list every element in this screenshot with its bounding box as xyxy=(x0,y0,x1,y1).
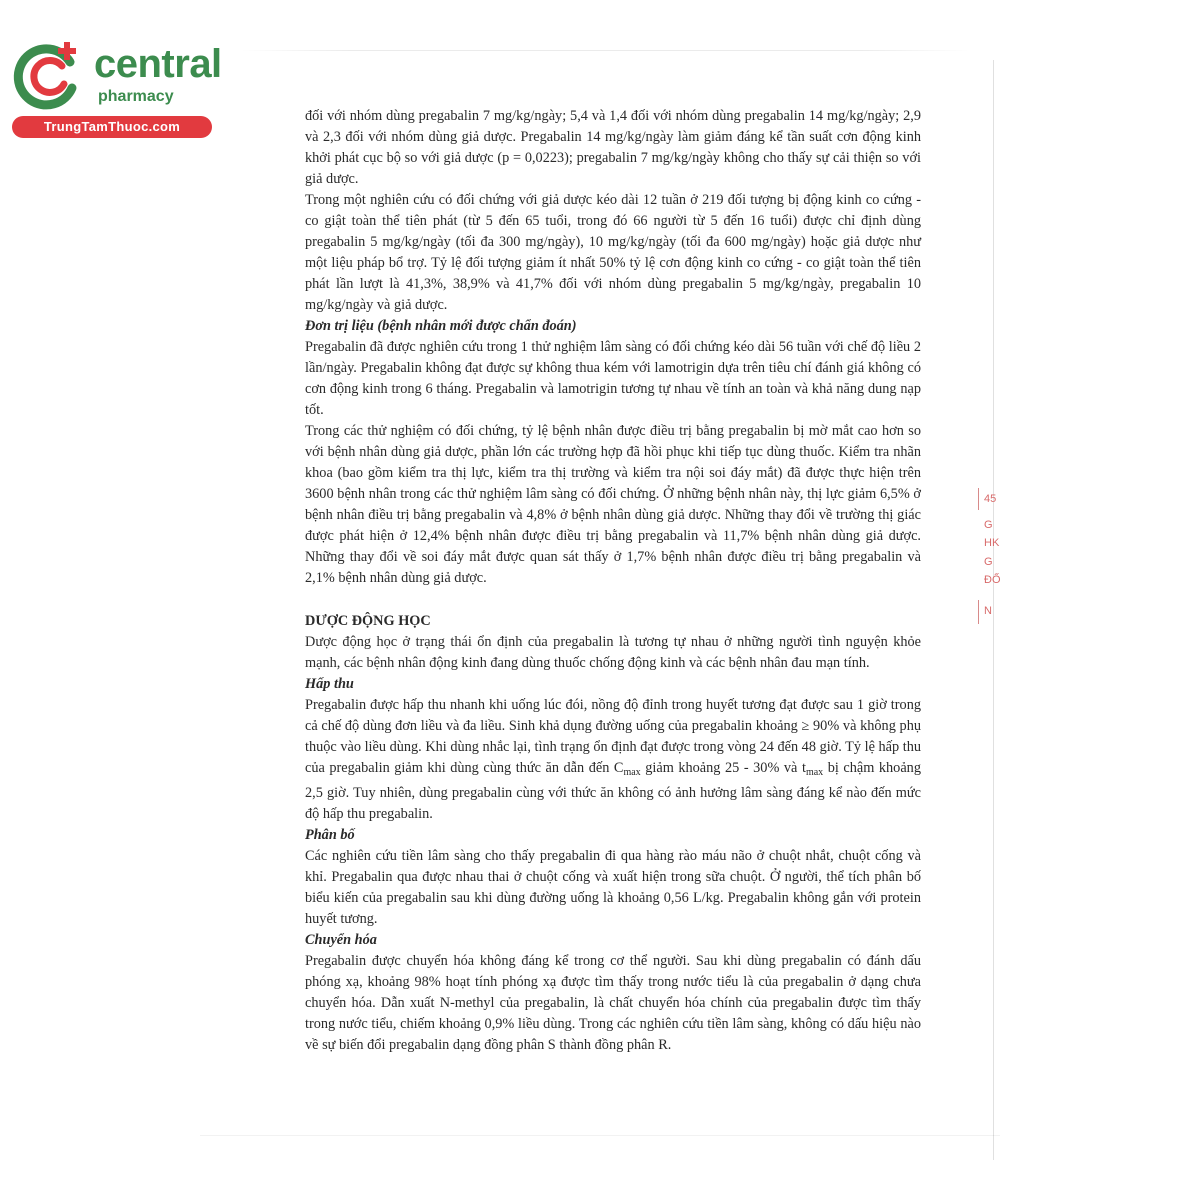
stamp-text: G xyxy=(984,556,993,568)
scan-edge-top xyxy=(240,50,970,51)
pharmacy-c-cross-icon xyxy=(12,40,84,112)
subscript-max: max xyxy=(805,767,824,778)
paragraph: Các nghiên cứu tiền lâm sàng cho thấy pregabalin đi qua hàng rào máu não ở chuột nhắt, chuột cống và khỉ. Pregabalin qua được nhau thai ở chuột cống và xuất hiện trong sữa chuột. Ở người, thể tích phân bố biểu kiến của pregabalin sau khi dùng đường uống là khoảng 0,56 L/kg. Pregabalin không gắn với protein huyết tương. xyxy=(305,848,921,927)
stamp-text: HK xyxy=(984,537,1000,549)
stamp-fragment xyxy=(978,488,1001,628)
text-run: Pregabalin được hấp thu nhanh khi uống lúc đói, nồng độ đỉnh trong huyết tương đạt được sau 1 giờ trong cả chế độ dùng đơn liều và đa liều. Sinh khả dụng đường uống của pregabalin khoảng ≥ 90% và không phụ thuộc vào liều dùng. Khi dùng nhắc lại, tình trạng ổn định đạt được trong vòng 24 đến 48 giờ. Tỷ lệ hấp thu của pregabalin giảm khi dùng cùng thức ăn dẫn đến C xyxy=(305,697,921,776)
subsection-heading-absorption: Hấp thu xyxy=(305,676,354,692)
paragraph: Trong một nghiên cứu có đối chứng với giả dược kéo dài 12 tuần ở 219 đối tượng bị động kinh co cứng - co giật toàn thể tiên phát (từ 5 đến 65 tuổi, trong đó 66 người từ 5 đến 16 tuổi) được chỉ định dùng pregabalin 5 mg/kg/ngày (tối đa 300 mg/ngày), 10 mg/kg/ngày (tối đa 600 mg/ngày) hoặc giả dược như một liệu pháp bổ trợ. Tỷ lệ đối tượng giảm ít nhất 50% tỷ lệ cơn động kinh co cứng - co giật toàn thể tiên phát lần lượt là 41,3%, 38,9% và 41,7% đối với nhóm dùng pregabalin 5 mg/kg/ngày, pregabalin 10 mg/kg/ngày và giả dược. xyxy=(305,192,921,313)
central-pharmacy-logo[interactable] xyxy=(8,36,223,136)
brand-site-banner[interactable]: TrungTamThuoc.com xyxy=(12,116,212,138)
subsection-heading-metabolism: Chuyển hóa xyxy=(305,932,377,948)
stamp-text: G xyxy=(984,519,993,531)
stamp-text: 45 xyxy=(984,493,997,505)
subsection-heading-distribution: Phân bố xyxy=(305,827,355,843)
paragraph: Trong các thử nghiệm có đối chứng, tỷ lệ bệnh nhân được điều trị bằng pregabalin bị mờ mắt cao hơn so với bệnh nhân dùng giả dược, phần lớn các trường hợp đã hồi phục khi tiếp tục dùng thuốc. Kiểm tra nhãn khoa (bao gồm kiểm tra thị lực, kiểm tra thị trường và kiểm tra nội soi đáy mắt) đã được thực hiện trên 3600 bệnh nhân trong các thử nghiệm lâm sàng có đối chứng. Ở những bệnh nhân này, thị lực giảm 6,5% ở bệnh nhân điều trị bằng pregabalin và 4,8% ở bệnh nhân dùng giả dược. Những thay đổi về trường thị giác được phát hiện ở 12,4% bệnh nhân được điều trị bằng pregabalin và 11,7% bệnh nhân dùng giả dược. Những thay đổi về soi đáy mắt được quan sát thấy ở 1,7% bệnh nhân được điều trị bằng pregabalin và 2,1% bệnh nhân dùng giả dược. xyxy=(305,423,921,586)
stamp-text: N xyxy=(984,605,992,617)
text-run: bị chậm khoảng 2,5 giờ. Tuy nhiên, dùng pregabalin cùng với thức ăn không có ảnh hưởng lâm sàng đáng kể nào đến mức độ hấp thu pregabalin. xyxy=(305,760,921,822)
paragraph: Pregabalin đã được nghiên cứu trong 1 thử nghiệm lâm sàng có đối chứng kéo dài 56 tuần với chế độ liều 2 lần/ngày. Pregabalin không đạt được sự không thua kém với lamotrigin dựa trên tiêu chí đánh giá không có cơn động kinh trong 6 tháng. Pregabalin và lamotrigin tương tự nhau về tính an toàn và khả năng dung nạp tốt. xyxy=(305,339,921,418)
paragraph: Pregabalin được chuyển hóa không đáng kể trong cơ thể người. Sau khi dùng pregabalin có đánh dấu phóng xạ, khoảng 98% hoạt tính phóng xạ được tìm thấy trong nước tiểu là của pregabalin ở dạng chưa chuyển hóa. Dẫn xuất N-methyl của pregabalin, là chất chuyển hóa chính của pregabalin được tìm thấy trong nước tiểu, chiếm khoảng 0,9% liều dùng. Trong các nghiên cứu tiền lâm sàng, không có dấu hiệu nào về sự biến đổi pregabalin dạng đồng phân S thành đồng phân R. xyxy=(305,953,921,1053)
scan-edge-bottom xyxy=(200,1135,1000,1136)
subsection-heading-monotherapy: Đơn trị liệu (bệnh nhân mới được chẩn đoán) xyxy=(305,318,577,334)
paragraph-absorption xyxy=(305,695,921,825)
stamp-text: ĐỐ xyxy=(984,574,1001,586)
subscript-max: max xyxy=(623,767,641,778)
brand-name: central xyxy=(94,42,222,86)
document-body xyxy=(305,106,921,1056)
text-run: giảm khoảng 25 - 30% và t xyxy=(640,760,806,776)
paragraph: Dược động học ở trạng thái ổn định của pregabalin là tương tự nhau ở những người tình nguyện khỏe mạnh, các bệnh nhân động kinh đang dùng thuốc chống động kinh và các bệnh nhân đau mạn tính. xyxy=(305,634,921,671)
paragraph: đối với nhóm dùng pregabalin 7 mg/kg/ngày; 5,4 và 1,4 đối với nhóm dùng pregabalin 14 mg/kg/ngày; 2,9 và 2,3 đối với nhóm dùng giả dược. Pregabalin 14 mg/kg/ngày làm giảm đáng kể tần suất cơn động kinh khởi phát cục bộ so với giả dược (p = 0,0223); pregabalin 7 mg/kg/ngày không cho thấy sự cải thiện so với giả dược. xyxy=(305,108,921,187)
brand-subtitle: pharmacy xyxy=(98,88,174,105)
section-heading-pharmacokinetics: DƯỢC ĐỘNG HỌC xyxy=(305,613,431,629)
